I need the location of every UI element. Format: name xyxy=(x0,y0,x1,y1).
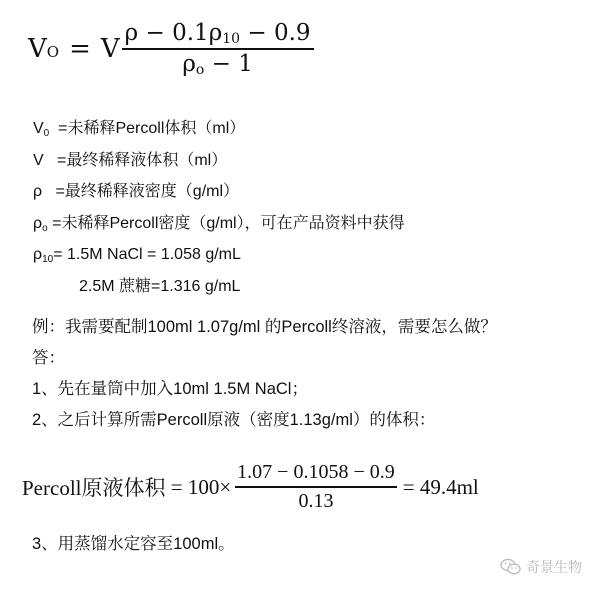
calc-fraction xyxy=(235,461,397,513)
fraction-denominator xyxy=(182,50,253,78)
step-2: 2、之后计算所需Percoll原液（密度1.13g/ml）的体积： xyxy=(32,411,436,429)
factor-v: V xyxy=(100,34,120,64)
term: − 0.9 xyxy=(240,20,311,47)
definition-text: = 1.5M NaCl = 1.058 g/mL xyxy=(53,246,241,263)
definition-sucrose xyxy=(33,271,405,303)
symbol: ρ xyxy=(33,246,43,263)
formula-general xyxy=(28,14,314,84)
fraction-numerator xyxy=(122,20,314,48)
subscript: o xyxy=(195,61,205,78)
subscript: 10 xyxy=(42,254,54,265)
term: − 1 xyxy=(204,50,253,77)
symbol: V xyxy=(33,151,44,169)
definition-text: =最终稀释液体积（ml） xyxy=(43,151,228,169)
symbol: ρ xyxy=(33,183,43,200)
step-1: 1、先在量筒中加入10ml 1.5M NaCl； xyxy=(32,380,308,398)
rho: ρ xyxy=(208,20,223,47)
formula-calculation xyxy=(22,452,479,522)
definition-rho xyxy=(33,176,405,208)
rho: ρ xyxy=(182,50,196,77)
definition-text: =未稀释Percoll密度（g/ml），可在产品资料中获得 xyxy=(47,214,405,232)
answer-label: 答： xyxy=(32,349,65,367)
definition-text: 2.5M 蔗糖=1.316 g/mL xyxy=(79,277,241,295)
symbol-v: V xyxy=(28,34,47,64)
subscript: o xyxy=(42,222,48,234)
watermark-text: 奇景生物 xyxy=(526,559,582,575)
definition-text: =最终稀释液密度（g/ml） xyxy=(42,183,240,200)
definition-v0 xyxy=(33,113,405,145)
definition-text: =未稀释Percoll体积（ml） xyxy=(49,120,246,137)
watermark xyxy=(500,557,582,577)
definition-v xyxy=(33,145,405,177)
definition-rho-10 xyxy=(33,239,405,271)
calc-lhs: Percoll原液体积 xyxy=(22,476,166,500)
subscript: 10 xyxy=(222,31,241,48)
calc-denominator: 0.13 xyxy=(298,489,334,512)
definition-rho-o xyxy=(33,208,405,240)
equals-sign: = xyxy=(69,34,91,64)
term: − 0.1 xyxy=(138,20,209,47)
calc-multiplier: = 100× xyxy=(165,474,232,499)
example-question: 例：我需要配制100ml 1.07g/ml 的Percoll终溶液，需要怎么做？ xyxy=(32,318,497,336)
calc-numerator: 1.07 − 0.1058 − 0.9 xyxy=(237,461,395,484)
example-block xyxy=(32,312,497,436)
rho: ρ xyxy=(124,20,139,47)
subscript: 0 xyxy=(43,128,50,139)
fraction xyxy=(122,20,314,78)
wechat-icon xyxy=(500,558,522,576)
definitions-list xyxy=(33,113,405,302)
symbol: ρ xyxy=(33,214,43,232)
formula-lhs xyxy=(28,34,59,64)
calc-result: = 49.4ml xyxy=(402,474,479,499)
subscript-o: O xyxy=(46,43,60,61)
step-3: 3、用蒸馏水定容至100ml。 xyxy=(32,535,235,553)
symbol: V xyxy=(33,120,44,137)
